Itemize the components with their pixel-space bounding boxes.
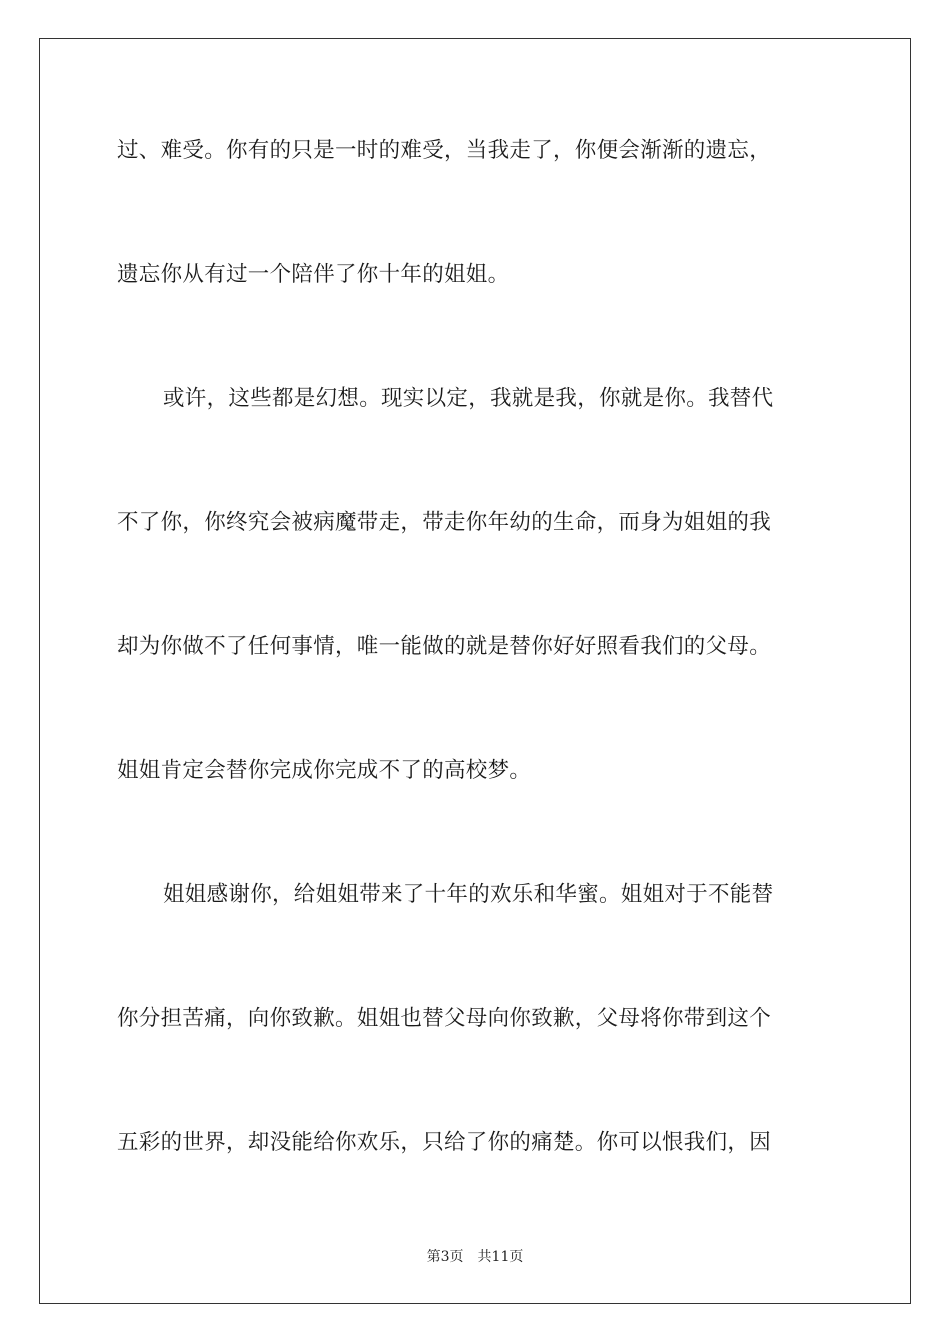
body-line: 五彩的世界，却没能给你欢乐，只给了你的痛楚。你可以恨我们，因 [117, 1130, 772, 1155]
body-line: 过、难受。你有的只是一时的难受，当我走了，你便会渐渐的遗忘， [117, 138, 772, 163]
body-line: 却为你做不了任何事情，唯一能做的就是替你好好照看我们的父母。 [117, 634, 772, 659]
page-number: 第3页 [426, 1249, 464, 1265]
body-line: 不了你，你终究会被病魔带走，带走你年幼的生命，而身为姐姐的我 [117, 510, 772, 535]
body-line: 你分担苦痛，向你致歉。姐姐也替父母向你致歉，父母将你带到这个 [117, 1006, 772, 1031]
body-line: 姐姐肯定会替你完成你完成不了的高校梦。 [117, 758, 532, 783]
body-line: 遗忘你从有过一个陪伴了你十年的姐姐。 [117, 262, 510, 287]
paragraph-start-line: 或许，这些都是幻想。现实以定，我就是我，你就是你。我替代 [163, 386, 774, 411]
paragraph-start-line: 姐姐感谢你，给姐姐带来了十年的欢乐和华蜜。姐姐对于不能替 [163, 882, 774, 907]
page-total: 共11页 [477, 1249, 524, 1265]
page-frame [39, 38, 911, 1304]
page-footer [0, 1248, 950, 1266]
